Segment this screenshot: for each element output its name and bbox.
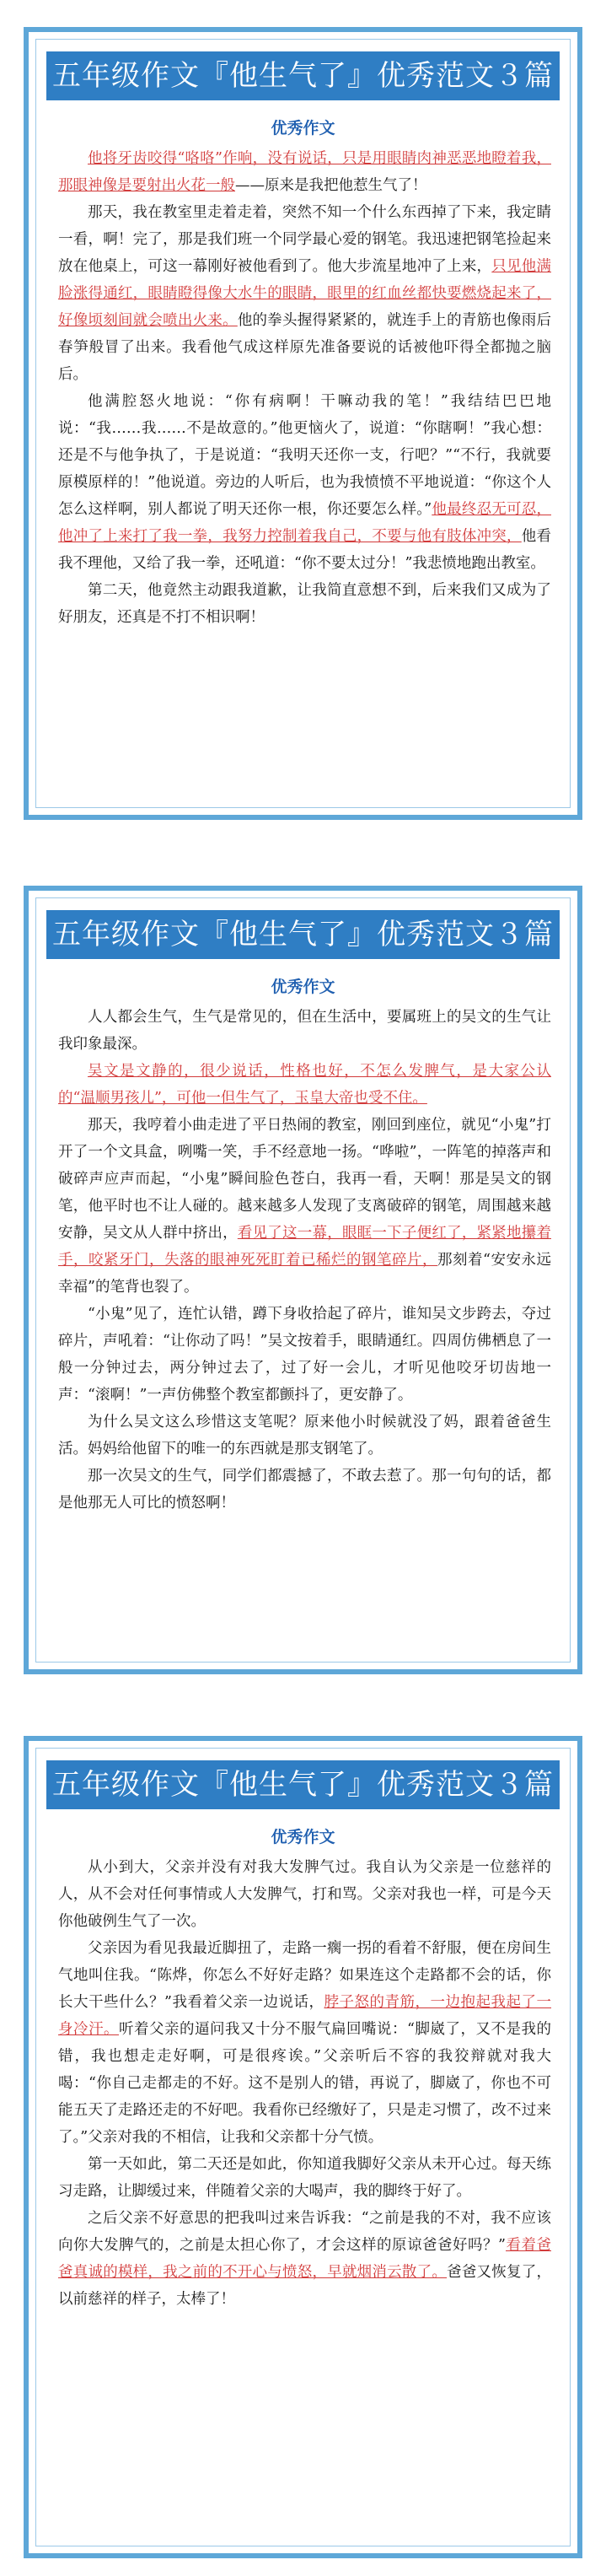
paragraph-text: 之后父亲不好意思的把我叫过来告诉我：“之前是我的不对，我不应该向你大发脾气的，之前是太担心你了，才会这样的原谅爸爸好吗？” [58, 2210, 551, 2254]
paragraph [58, 388, 551, 577]
paragraph [58, 1463, 551, 1517]
paragraph-text: 那刻着“安安永远幸福”的笔背也裂了。 [58, 1252, 552, 1296]
paragraph-text: “小鬼”见了，连忙认错，蹲下身收拾起了碎片，谁知吴文步跨去，夺过碎片，声吼着：“让你动了吗！”吴文按着手，眼睛通红。四周仿佛栖息了一般一分钟过去，两分钟过去了，过了好一会儿，才听见他咬牙切齿地一声：“滚啊！”一声仿佛整个教室都颤抖了，更安静了。 [58, 1306, 551, 1404]
paragraph [58, 1409, 551, 1463]
article-title: 五年级作文『他生气了』优秀范文３篇 [46, 910, 560, 959]
paragraph [58, 577, 551, 631]
highlighted-text: 他最终忍无可忍，他冲了上来打了我一拳，我努力控制着我自己，不要与他有肢体冲突， [58, 501, 552, 545]
article-subtitle: 优秀作文 [271, 1828, 335, 1846]
paragraph [58, 199, 551, 388]
paragraph [58, 1058, 551, 1112]
article-title: 五年级作文『他生气了』优秀范文３篇 [46, 51, 560, 100]
paragraph [58, 1301, 551, 1409]
paragraph-text: 爸爸又恢复了，以前慈祥的样子，太棒了！ [58, 2264, 551, 2308]
article-title: 五年级作文『他生气了』优秀范文３篇 [46, 1760, 560, 1809]
paragraph-text: 他看我不理他，又给了我一拳，还吼道：“你不要太过分！”我悲愤地跑出教室。 [58, 528, 551, 572]
article-card-1-inner [35, 39, 571, 808]
highlighted-text: 脖子怒的青筋，一边抱起我起了一身冷汗。 [58, 1994, 552, 2038]
paragraph-text: 听着父亲的逼问我又十分不服气扁回嘴说：“脚崴了，又不是我的错，我也想走走好啊，可是很疼诶。”父亲听后不容的我狡辩就对我大喝：“你自己走都走的不好。这不是别人的错，再说了，脚崴了，你也不可能五天了走路还走的不好吧。我看你已经缴好了，只是走习惯了，改不过来了。”父亲对我的不相信，让我和父亲都十分气愤。 [58, 2021, 552, 2146]
highlighted-text: 看着爸爸真诚的模样，我之前的不开心与愤怒，早就烟消云散了。 [58, 2237, 552, 2281]
paragraph-text: ——原来是我把他惹生气了！ [235, 177, 427, 194]
paragraph-text: 从小到大，父亲并没有对我大发脾气过。我自认为父亲是一位慈祥的人，从不会对任何事情或人大发脾气，打和骂。父亲对我也一样，可是今天你他破例生气了一次。 [58, 1859, 551, 1930]
article-body [36, 1854, 570, 2313]
paragraph-text: 那天，我哼着小曲走进了平日热闹的教室，刚回到座位，就见“小鬼”打开了一个文具盒，咧嘴一笑，手不经意地一扬。“哗啦”，一阵笔的掉落声和破碎声应声而起，“小鬼”瞬间脸色苍白，我再一看，天啊！那是吴文的钢笔，他平时也不让人碰的。越来越多人发现了支离破碎的钢笔，周围越来越安静，吴文从人群中挤出， [58, 1117, 551, 1242]
highlighted-text: 他将牙齿咬得“咯咯”作响，没有说话，只是用眼睛肉神恶恶地瞪着我，那眼神像是要射出火花一般 [58, 150, 551, 194]
paragraph [58, 1112, 551, 1301]
paragraph [58, 2151, 551, 2205]
paragraph-text: 他的拳头握得紧紧的，就连手上的青筋也像雨后春笋般冒了出来。我看他气成这样原先准备要说的话被他吓得全都抛之脑后。 [58, 312, 551, 383]
highlighted-text: 看见了这一幕，眼眶一下子便红了，紧紧地攥着手，咬紧牙门，失落的眼神死死盯着已稀烂的钢笔碎片， [58, 1225, 551, 1269]
article-body [36, 1004, 570, 1517]
paragraph [58, 2205, 551, 2313]
article-body [36, 145, 570, 631]
paragraph-text: 他满腔怒火地说：“你有病啊！干嘛动我的笔！”我结结巴巴地说：“我……我……不是故意的。”他更恼火了，说道：“你瞎啊！”我心想：还是不与他争执了，于是说道：“我明天还你一支，行吧？”“不行，我就要原模原样的！”他说道。旁边的人听后，也为我愤愤不平地说道：“你这个人怎么这样啊，别人都说了明天还你一根，你还要怎么样。” [58, 393, 551, 518]
paragraph [58, 1004, 551, 1058]
article-subtitle: 优秀作文 [271, 119, 335, 137]
highlighted-text: 只见他满脸涨得通红，眼睛瞪得像大水牛的眼睛，眼里的红血丝都快要燃烧起来了，好像顷刻间就会喷出火来。 [58, 258, 551, 329]
paragraph-text: 父亲因为看见我最近脚扭了，走路一瘸一拐的看着不舒服，便在房间生气地叫住我。“陈烨，你怎么不好好走路？如果连这个走路都不会的话，你长大干些什么？”我看着父亲一边说话， [58, 1940, 551, 2011]
article-subtitle: 优秀作文 [271, 978, 335, 996]
paragraph-text: 第二天，他竟然主动跟我道歉，让我简直意想不到，后来我们又成为了好朋友，还真是不打不相识啊！ [58, 582, 551, 626]
paragraph [58, 1854, 551, 1935]
paragraph-text: 人人都会生气，生气是常见的，但在生活中，要属班上的吴文的生气让我印象最深。 [58, 1009, 551, 1053]
paragraph [58, 1935, 551, 2151]
article-card-2-inner [35, 897, 571, 1663]
paragraph-text: 第一天如此，第二天还是如此，你知道我脚好父亲从未开心过。每天练习走路，让脚缓过来，伴随着父亲的大喝声，我的脚终于好了。 [58, 2156, 551, 2200]
article-card-2 [24, 886, 582, 1674]
article-card-3-inner [35, 1748, 571, 2546]
article-card-3 [24, 1736, 582, 2558]
paragraph-text: 为什么吴文这么珍惜这支笔呢？原来他小时候就没了妈，跟着爸爸生活。妈妈给他留下的唯一的东西就是那支钢笔了。 [58, 1414, 551, 1458]
paragraph-text: 那一次吴文的生气，同学们都震撼了，不敢去惹了。那一句句的话，都是他那无人可比的愤怒啊！ [58, 1468, 551, 1512]
article-card-1 [24, 27, 582, 820]
paragraph [58, 145, 551, 199]
highlighted-text: 吴文是文静的，很少说话，性格也好，不怎么发脾气，是大家公认的“温顺男孩儿”，可他一但生气了，玉皇大帝也受不住。 [58, 1063, 551, 1107]
paragraph-text: 那天，我在教室里走着走着，突然不知一个什么东西掉了下来，我定睛一看，啊！完了，那是我们班一个同学最心爱的钢笔。我迅速把钢笔捡起来放在他桌上，可这一幕刚好被他看到了。他大步流星地冲了上来， [58, 204, 551, 275]
